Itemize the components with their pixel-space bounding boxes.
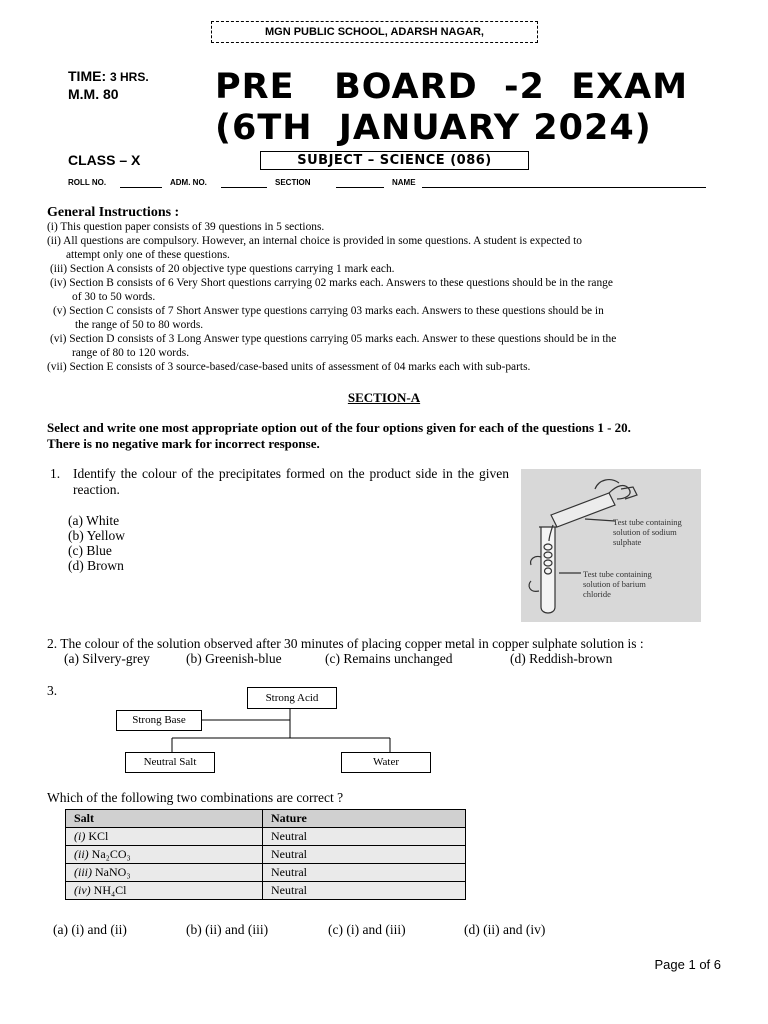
figure-label-top-1: Test tube containing bbox=[613, 517, 682, 527]
water-box: Water bbox=[341, 752, 431, 773]
section-a-directive: Select and write one most appropriate option out of the four options given for each of the questions 1 - 20. There is no negative mark for incorrect response. bbox=[47, 420, 631, 451]
q2-option-c: (c) Remains unchanged bbox=[325, 651, 453, 666]
table-row: (iv) NH₄Cl Neutral bbox=[66, 882, 466, 900]
adm-no-label: ADM. NO. bbox=[170, 178, 207, 187]
q3-option-d: (d) (ii) and (iv) bbox=[464, 922, 546, 937]
neutral-salt-box: Neutral Salt bbox=[125, 752, 215, 773]
q1-option-d: (d) Brown bbox=[68, 558, 124, 573]
school-name-box bbox=[211, 21, 538, 43]
table-header-row bbox=[66, 810, 466, 828]
instruction-item: (i) This question paper consists of 39 questions in 5 sections. bbox=[47, 221, 325, 233]
instruction-item: of 30 to 50 words. bbox=[72, 291, 156, 303]
school-name: MGN PUBLIC SCHOOL, ADARSH NAGAR, bbox=[265, 26, 484, 38]
q1-text: Identify the colour of the precipitates formed on the product side in the given reaction. bbox=[73, 466, 509, 497]
name-label: NAME bbox=[392, 178, 416, 187]
instruction-item: (vi) Section D consists of 3 Long Answer type questions carrying 05 marks each. Answer to these questions should be in the bbox=[50, 333, 617, 345]
figure-label-top-3: sulphate bbox=[613, 537, 642, 547]
max-marks: M.M. 80 bbox=[68, 86, 119, 102]
figure-label-bottom-2: solution of barium bbox=[583, 579, 646, 589]
time-allowed: TIME: 3 HRS. bbox=[68, 68, 149, 84]
name-line bbox=[422, 187, 706, 188]
adm-no-line bbox=[221, 187, 267, 188]
section-a-heading: SECTION-A bbox=[347, 390, 421, 405]
instruction-item: (ii) All questions are compulsory. However, an internal choice is provided in some questions. A student is expected to bbox=[47, 235, 583, 247]
instruction-item: (iii) Section A consists of 20 objective type questions carrying 1 mark each. bbox=[50, 263, 395, 275]
q1-option-b: (b) Yellow bbox=[68, 528, 126, 543]
instructions-title: General Instructions : bbox=[47, 205, 180, 220]
q2-option-a: (a) Silvery-grey bbox=[64, 651, 150, 666]
strong-acid-box: Strong Acid bbox=[247, 687, 337, 709]
figure-label-bottom-3: chloride bbox=[583, 589, 611, 599]
instruction-item: (vii) Section E consists of 3 source-based/case-based units of assessment of 04 marks each with sub-parts. bbox=[47, 361, 531, 373]
q3-option-a: (a) (i) and (ii) bbox=[53, 922, 127, 937]
roll-no-label: ROLL NO. bbox=[68, 178, 107, 187]
section-line bbox=[336, 187, 384, 188]
subject-box bbox=[260, 151, 529, 170]
instruction-item: attempt only one of these questions. bbox=[66, 249, 230, 261]
table-header-salt: Salt bbox=[66, 810, 263, 828]
class-label: CLASS – X bbox=[68, 152, 141, 168]
instruction-item: (iv) Section B consists of 6 Very Short questions carrying 02 marks each. Answers to these questions should be in the range bbox=[50, 277, 613, 289]
salt-nature-table bbox=[65, 809, 466, 900]
instruction-item: the range of 50 to 80 words. bbox=[75, 319, 204, 331]
q1-option-c: (c) Blue bbox=[68, 543, 112, 558]
q1-number: 1. bbox=[50, 466, 61, 481]
page-number: Page 1 of 6 bbox=[654, 957, 721, 972]
q3-question: Which of the following two combinations are correct ? bbox=[47, 790, 344, 805]
q3-option-b: (b) (ii) and (iii) bbox=[186, 922, 269, 937]
table-row: (iii) NaNO₃ Neutral bbox=[66, 864, 466, 882]
q2-option-b: (b) Greenish-blue bbox=[186, 651, 282, 666]
q3-option-c: (c) (i) and (iii) bbox=[328, 922, 406, 937]
exam-title-line2: (6TH JANUARY 2024) bbox=[215, 108, 652, 148]
roll-no-line bbox=[120, 187, 162, 188]
q1-option-a: (a) White bbox=[68, 513, 120, 528]
q1-test-tube-figure bbox=[521, 469, 701, 622]
subject-label: SUBJECT – SCIENCE (086) bbox=[297, 153, 492, 168]
instruction-item: (v) Section C consists of 7 Short Answer type questions carrying 03 marks each. Answers to these questions should be in bbox=[53, 305, 604, 317]
instruction-item: range of 80 to 120 words. bbox=[72, 347, 190, 359]
q2-option-d: (d) Reddish-brown bbox=[510, 651, 613, 666]
test-tube-illustration bbox=[521, 469, 701, 622]
table-row: (ii) Na₂CO₃ Neutral bbox=[66, 846, 466, 864]
section-label: SECTION bbox=[275, 178, 311, 187]
figure-label-top-2: solution of sodium bbox=[613, 527, 677, 537]
q2-text: 2. The colour of the solution observed after 30 minutes of placing copper metal in copper sulphate solution is : bbox=[47, 636, 644, 651]
figure-label-bottom-1: Test tube containing bbox=[583, 569, 652, 579]
q3-number: 3. bbox=[47, 683, 58, 698]
table-header-nature: Nature bbox=[263, 810, 466, 828]
strong-base-box: Strong Base bbox=[116, 710, 202, 731]
exam-title-line1: PRE BOARD -2 EXAM bbox=[215, 67, 689, 107]
table-row: (i) KCl Neutral bbox=[66, 828, 466, 846]
